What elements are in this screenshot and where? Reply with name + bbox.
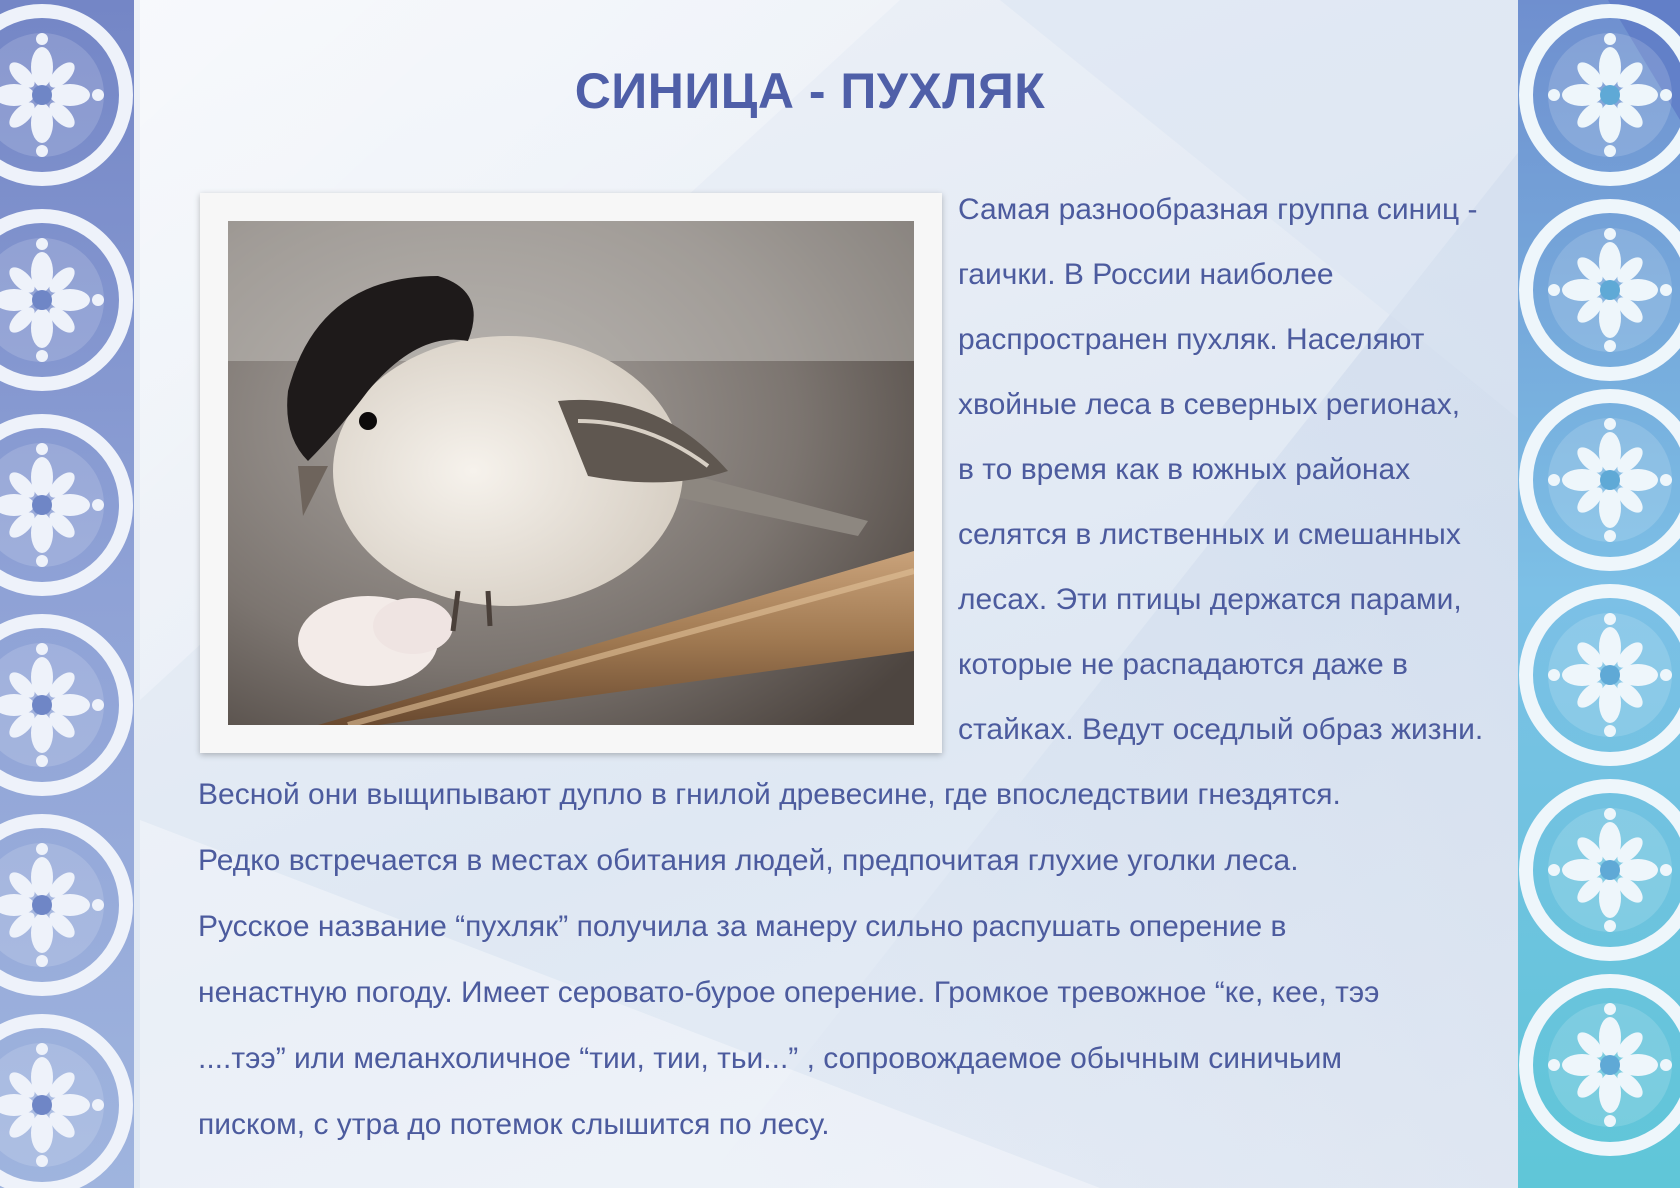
side-text-line: стайках. Ведут оседлый образ жизни. xyxy=(958,713,1484,746)
side-text-line: в то время как в южных районах xyxy=(958,453,1411,486)
side-text-line: селятся в лиственных и смешанных xyxy=(958,518,1461,551)
right-ornament-border xyxy=(1518,0,1680,1188)
side-text-line: лесах. Эти птицы держатся парами, xyxy=(958,583,1462,616)
body-text-line: Редко встречается в местах обитания людей, предпочитая глухие уголки леса. xyxy=(198,844,1299,877)
page-title: СИНИЦА - ПУХЛЯК xyxy=(574,63,1046,119)
body-text-line: Весной они выщипывают дупло в гнилой древесине, где впоследствии гнездятся. xyxy=(198,778,1341,811)
side-text-line: хвойные леса в северных регионах, xyxy=(958,388,1461,421)
body-text-line: ....тээ” или меланхоличное “тии, тии, тьи...” , сопровождаемое обычным синичьим xyxy=(198,1042,1342,1075)
left-ornament-border xyxy=(0,0,140,1188)
side-text-line: которые не распадаются даже в xyxy=(958,648,1408,681)
side-text-line: Самая разнообразная группа синиц - xyxy=(958,193,1478,226)
side-text-line: гаички. В России наиболее xyxy=(958,258,1334,291)
side-text-line: распространен пухляк. Населяют xyxy=(958,323,1425,356)
photo-frame xyxy=(200,193,942,753)
body-text-line: Русское название “пухляк” получила за манеру сильно распушать оперение в xyxy=(198,910,1287,943)
body-text-line: ненастную погоду. Имеет серовато-бурое оперение. Громкое тревожное “ке, кее, тээ xyxy=(198,976,1380,1009)
bird-photo xyxy=(228,221,914,725)
body-text-line: писком, с утра до потемок слышится по лесу. xyxy=(198,1108,830,1141)
